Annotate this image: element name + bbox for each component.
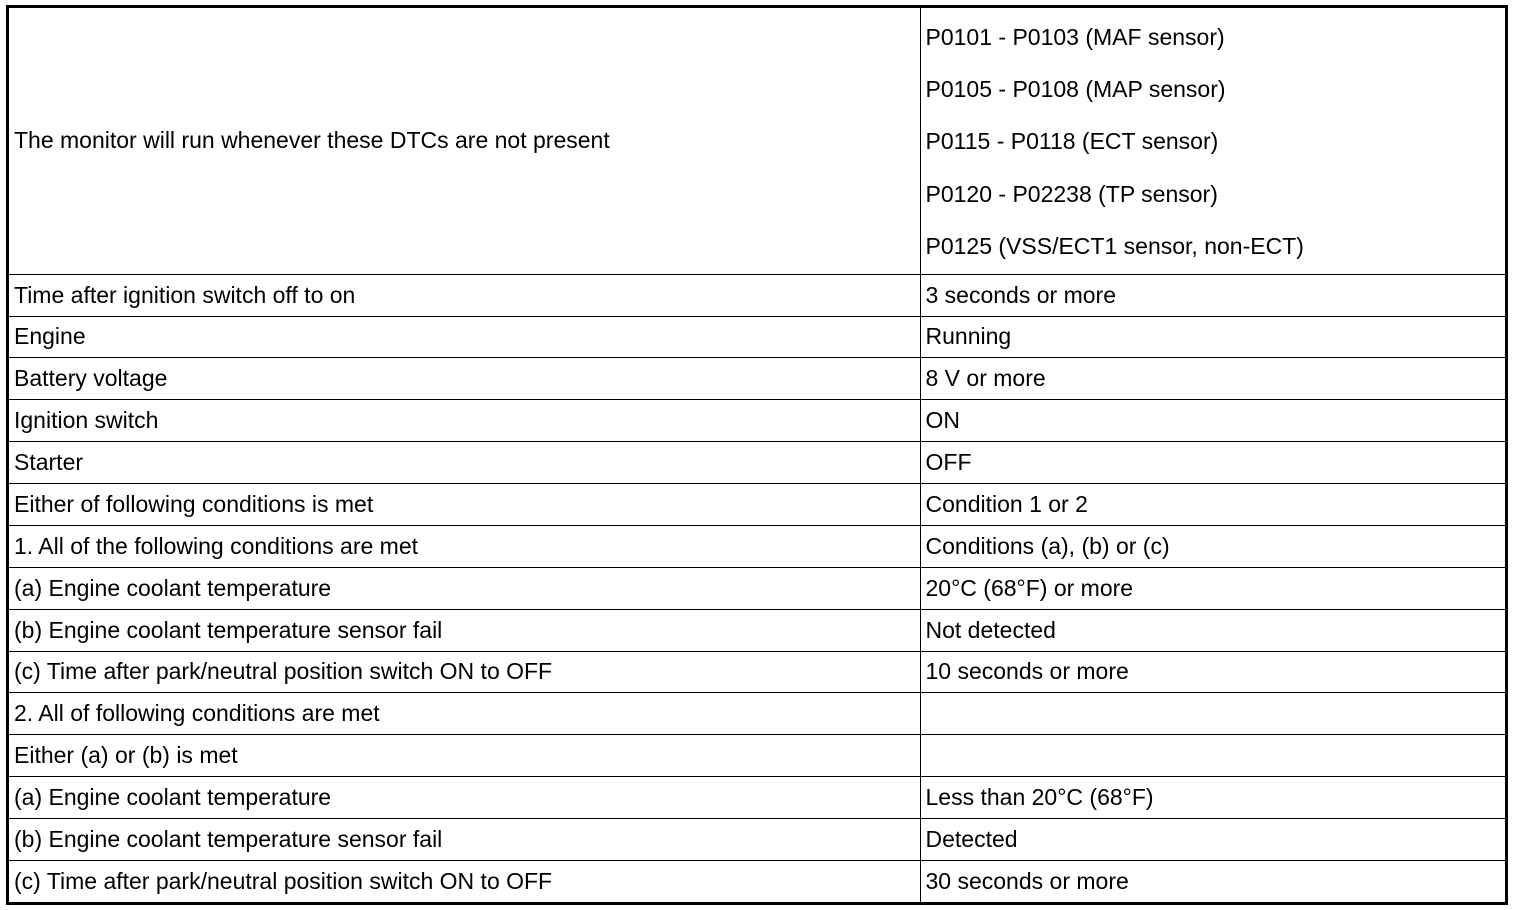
- condition-cell: Engine: [9, 316, 920, 358]
- condition-cell: Either (a) or (b) is met: [9, 735, 920, 777]
- value-cell: Not detected: [920, 609, 1505, 651]
- value-cell: ON: [920, 400, 1505, 442]
- dtc-item: P0120 - P02238 (TP sensor): [925, 180, 1218, 207]
- condition-cell: (c) Time after park/neutral position switch ON to OFF: [9, 860, 920, 902]
- dtc-item: P0105 - P0108 (MAP sensor): [925, 76, 1226, 103]
- table-row: [9, 651, 1505, 693]
- table-row: [9, 735, 1505, 777]
- table-row: [9, 609, 1505, 651]
- table-row: [9, 777, 1505, 819]
- condition-cell: Ignition switch: [9, 400, 920, 442]
- condition-cell: Time after ignition switch off to on: [9, 274, 920, 316]
- condition-cell: (b) Engine coolant temperature sensor fail: [9, 609, 920, 651]
- condition-cell: (a) Engine coolant temperature: [9, 567, 920, 609]
- dtc-item: P0125 (VSS/ECT1 sensor, non-ECT): [925, 232, 1304, 259]
- value-cell: 20°C (68°F) or more: [920, 567, 1505, 609]
- table-row: [9, 316, 1505, 358]
- value-cell: Condition 1 or 2: [920, 484, 1505, 526]
- condition-cell: (c) Time after park/neutral position switch ON to OFF: [9, 651, 920, 693]
- table-row: [9, 442, 1505, 484]
- value-cell: 30 seconds or more: [920, 860, 1505, 902]
- value-cell: Conditions (a), (b) or (c): [920, 525, 1505, 567]
- value-cell: 3 seconds or more: [920, 274, 1505, 316]
- table-row: [9, 525, 1505, 567]
- value-cell: OFF: [920, 442, 1505, 484]
- table-row: [9, 484, 1505, 526]
- value-cell: [920, 693, 1505, 735]
- monitor-conditions-table: [9, 8, 1505, 902]
- table-row: [9, 819, 1505, 861]
- condition-cell: (b) Engine coolant temperature sensor fail: [9, 819, 920, 861]
- dtc-item: P0115 - P0118 (ECT sensor): [925, 128, 1219, 155]
- table-row: [9, 358, 1505, 400]
- table-row: [9, 400, 1505, 442]
- table-row: [9, 567, 1505, 609]
- condition-cell: (a) Engine coolant temperature: [9, 777, 920, 819]
- condition-cell: 2. All of following conditions are met: [9, 693, 920, 735]
- dtc-list: [926, 22, 1501, 260]
- dtc-item: P0101 - P0103 (MAF sensor): [925, 23, 1225, 50]
- condition-cell: Either of following conditions is met: [9, 484, 920, 526]
- monitor-conditions-table-frame: [6, 5, 1508, 905]
- dtc-exclusion-list-cell: [920, 8, 1505, 274]
- value-cell: [920, 735, 1505, 777]
- table-row: [9, 860, 1505, 902]
- value-cell: Detected: [920, 819, 1505, 861]
- condition-cell: Starter: [9, 442, 920, 484]
- value-cell: 10 seconds or more: [920, 651, 1505, 693]
- condition-cell: 1. All of the following conditions are met: [9, 525, 920, 567]
- dtc-exclusion-row: [9, 8, 1505, 274]
- table-row: [9, 693, 1505, 735]
- table-row: [9, 274, 1505, 316]
- dtc-exclusion-label: The monitor will run whenever these DTCs are not present: [9, 8, 920, 274]
- condition-cell: Battery voltage: [9, 358, 920, 400]
- value-cell: Running: [920, 316, 1505, 358]
- value-cell: 8 V or more: [920, 358, 1505, 400]
- value-cell: Less than 20°C (68°F): [920, 777, 1505, 819]
